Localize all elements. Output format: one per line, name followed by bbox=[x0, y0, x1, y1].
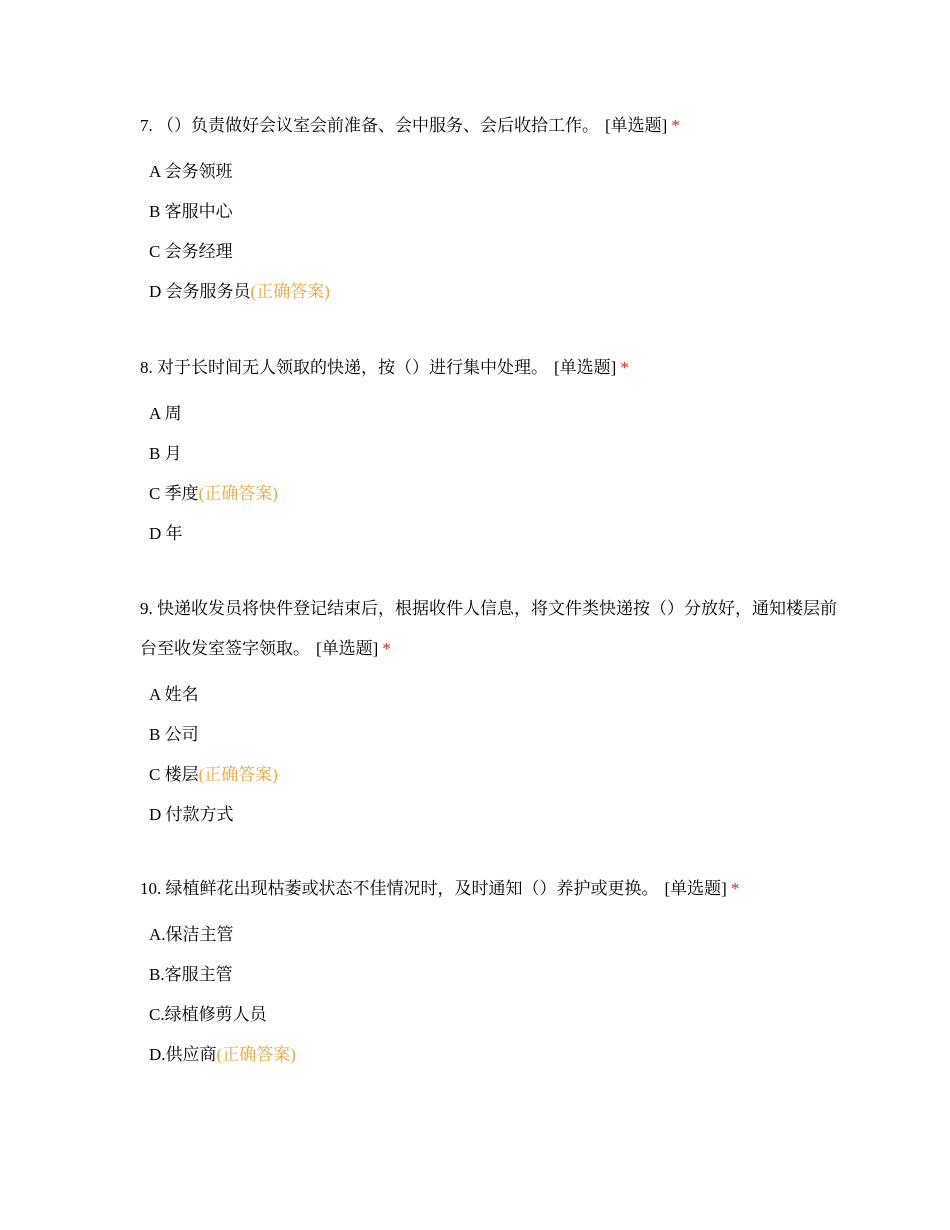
question-10 bbox=[140, 869, 840, 1075]
option-label: B 公司 bbox=[149, 725, 199, 744]
question-type-label: [单选题] bbox=[605, 116, 668, 135]
option-label: D 付款方式 bbox=[149, 805, 234, 824]
option-b[interactable] bbox=[149, 955, 840, 995]
option-a[interactable] bbox=[149, 915, 840, 955]
option-label: A 姓名 bbox=[149, 685, 199, 704]
required-marker: * bbox=[382, 639, 391, 658]
option-a[interactable] bbox=[149, 152, 840, 192]
option-b[interactable] bbox=[149, 434, 840, 474]
question-text: 9. 快递收发员将快件登记结束后，根据收件人信息，将文件类快递按（）分放好，通知楼层前台至收发室签字领取。 bbox=[140, 599, 837, 658]
option-label: A 周 bbox=[149, 404, 182, 423]
question-type-label: [单选题] bbox=[316, 639, 379, 658]
correct-answer-tag: (正确答案) bbox=[216, 1045, 296, 1064]
option-c[interactable] bbox=[149, 474, 840, 514]
question-title bbox=[140, 348, 840, 388]
option-d[interactable] bbox=[149, 795, 840, 835]
question-type-label: [单选题] bbox=[554, 358, 617, 377]
required-marker: * bbox=[620, 358, 629, 377]
correct-answer-tag: (正确答案) bbox=[198, 484, 278, 503]
question-7 bbox=[140, 106, 840, 312]
option-label: D 年 bbox=[149, 524, 183, 543]
option-a[interactable] bbox=[149, 394, 840, 434]
question-title bbox=[140, 589, 840, 669]
option-c[interactable] bbox=[149, 995, 840, 1035]
option-label: C 会务经理 bbox=[149, 242, 233, 261]
question-type-label: [单选题] bbox=[664, 879, 727, 898]
option-label: B 客服中心 bbox=[149, 202, 233, 221]
option-list bbox=[140, 915, 840, 1075]
correct-answer-tag: (正确答案) bbox=[250, 282, 330, 301]
question-9 bbox=[140, 589, 840, 835]
question-8 bbox=[140, 348, 840, 554]
option-label: B.客服主管 bbox=[149, 965, 233, 984]
option-a[interactable] bbox=[149, 675, 840, 715]
option-list bbox=[140, 675, 840, 835]
question-title bbox=[140, 106, 840, 146]
required-marker: * bbox=[730, 879, 740, 898]
option-d[interactable] bbox=[149, 1035, 840, 1075]
option-label: C.绿植修剪人员 bbox=[149, 1005, 267, 1024]
correct-answer-tag: (正确答案) bbox=[198, 765, 278, 784]
option-b[interactable] bbox=[149, 192, 840, 232]
question-text: 7. （）负责做好会议室会前准备、会中服务、会后收拾工作。 bbox=[140, 116, 599, 135]
option-list bbox=[140, 394, 840, 554]
option-label: B 月 bbox=[149, 444, 182, 463]
question-text: 10. 绿植鲜花出现枯萎或状态不佳情况时，及时通知（）养护或更换。 bbox=[140, 879, 659, 898]
option-b[interactable] bbox=[149, 715, 840, 755]
option-label: C 季度 bbox=[149, 484, 199, 503]
option-c[interactable] bbox=[149, 755, 840, 795]
option-label: A 会务领班 bbox=[149, 162, 233, 181]
required-marker: * bbox=[671, 116, 680, 135]
question-title bbox=[140, 869, 840, 909]
option-label: A.保洁主管 bbox=[149, 925, 234, 944]
option-d[interactable] bbox=[149, 272, 840, 312]
question-text: 8. 对于长时间无人领取的快递，按（）进行集中处理。 bbox=[140, 358, 548, 377]
option-label: C 楼层 bbox=[149, 765, 199, 784]
option-list bbox=[140, 152, 840, 312]
option-c[interactable] bbox=[149, 232, 840, 272]
option-label: D.供应商 bbox=[149, 1045, 217, 1064]
option-label: D 会务服务员 bbox=[149, 282, 251, 301]
option-d[interactable] bbox=[149, 514, 840, 554]
